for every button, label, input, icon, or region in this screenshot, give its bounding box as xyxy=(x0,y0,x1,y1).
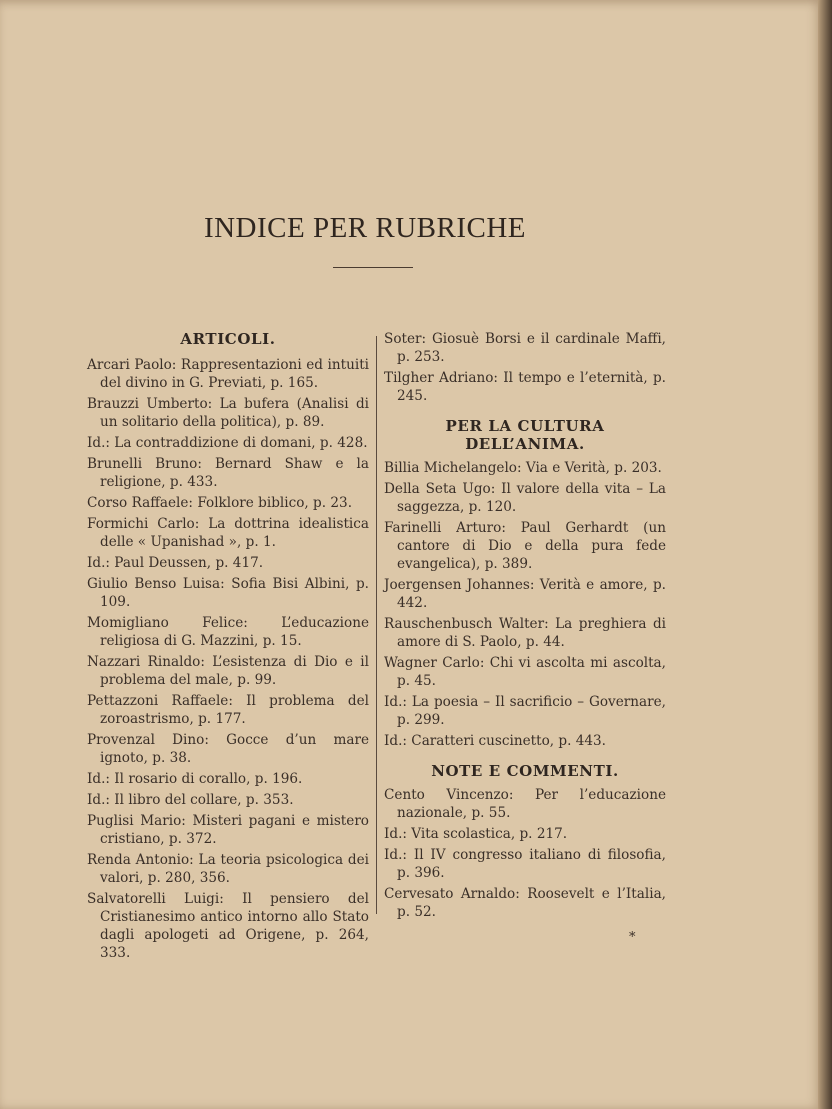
index-entry: Rauschenbusch Walter: La preghiera di amore di S. Paolo, p. 44. xyxy=(384,616,666,650)
index-entry: Pettazzoni Raffaele: Il problema del zoroastrismo, p. 177. xyxy=(87,693,369,727)
index-entry: Corso Raffaele: Folklore biblico, p. 23. xyxy=(87,495,353,511)
index-entry: Wagner Carlo: Chi vi ascolta mi ascolta, p. 45. xyxy=(384,655,666,689)
index-entry: Formichi Carlo: La dottrina idealistica delle « Upanishad », p. 1. xyxy=(87,516,369,550)
index-entry: Arcari Paolo: Rappresentazioni ed intuiti del divino in G. Previati, p. 165. xyxy=(87,357,369,391)
index-entry: Id.: Caratteri cuscinetto, p. 443. xyxy=(384,733,607,749)
index-entry: Salvatorelli Luigi: Il pensiero del Cristianesimo antico intorno allo Stato dagli apologeti ad Origene, p. 264, 333. xyxy=(87,891,369,961)
section-heading-cultura: PER LA CULTURA DELL’ANIMA. xyxy=(445,417,605,453)
page-title: INDICE PER RUBRICHE xyxy=(203,212,527,244)
index-entry: Cervesato Arnaldo: Roosevelt e l’Italia, p. 52. xyxy=(384,886,666,920)
index-entry: Id.: Vita scolastica, p. 217. xyxy=(384,826,568,842)
index-entry: Momigliano Felice: L’educazione religiosa di G. Mazzini, p. 15. xyxy=(87,615,369,649)
index-entry: Puglisi Mario: Misteri pagani e mistero cristiano, p. 372. xyxy=(87,813,369,847)
index-entry: Renda Antonio: La teoria psicologica dei valori, p. 280, 356. xyxy=(87,852,369,886)
index-entry: Tilgher Adriano: Il tempo e l’eternità, p. 245. xyxy=(384,370,666,404)
index-entry: Id.: Il rosario di corallo, p. 196. xyxy=(87,771,303,787)
section-heading-note: NOTE E COMMENTI. xyxy=(431,762,619,780)
index-entry: Id.: Paul Deussen, p. 417. xyxy=(87,555,264,571)
right-column xyxy=(384,330,666,924)
footer-asterisk: * xyxy=(629,930,636,945)
index-entry: Brauzzi Umberto: La bufera (Analisi di un solitario della politica), p. 89. xyxy=(87,396,369,430)
cultura-list xyxy=(384,459,666,750)
book-edge xyxy=(818,0,832,1109)
index-entry: Id.: La poesia – Il sacrificio – Governare, p. 299. xyxy=(384,694,666,728)
title-rule xyxy=(333,267,413,268)
index-entry: Nazzari Rinaldo: L’esistenza di Dio e il problema del male, p. 99. xyxy=(87,654,369,688)
index-entry: Brunelli Bruno: Bernard Shaw e la religione, p. 433. xyxy=(87,456,369,490)
index-entry: Cento Vincenzo: Per l’educazione nazionale, p. 55. xyxy=(384,787,666,821)
index-entry: Joergensen Johannes: Verità e amore, p. 442. xyxy=(384,577,666,611)
articoli-cont-list xyxy=(384,330,666,405)
index-entry: Giulio Benso Luisa: Sofia Bisi Albini, p. 109. xyxy=(87,576,369,610)
index-entry: Della Seta Ugo: Il valore della vita – La saggezza, p. 120. xyxy=(384,481,666,515)
index-entry: Billia Michelangelo: Via e Verità, p. 203. xyxy=(384,460,662,476)
index-entry: Id.: Il IV congresso italiano di filosofia, p. 396. xyxy=(384,847,666,881)
left-column xyxy=(87,330,369,965)
index-entry: Id.: La contraddizione di domani, p. 428. xyxy=(87,435,368,451)
note-list xyxy=(384,786,666,921)
column-divider xyxy=(376,336,377,914)
articoli-list xyxy=(87,356,369,962)
index-entry: Provenzal Dino: Gocce d’un mare ignoto, p. 38. xyxy=(87,732,369,766)
index-entry: Farinelli Arturo: Paul Gerhardt (un cantore di Dio e della pura fede evangelica), p. 389. xyxy=(384,520,666,572)
index-entry: Id.: Il libro del collare, p. 353. xyxy=(87,792,294,808)
index-entry: Soter: Giosuè Borsi e il cardinale Maffi, p. 253. xyxy=(384,331,666,365)
section-heading-articoli: ARTICOLI. xyxy=(180,330,276,348)
